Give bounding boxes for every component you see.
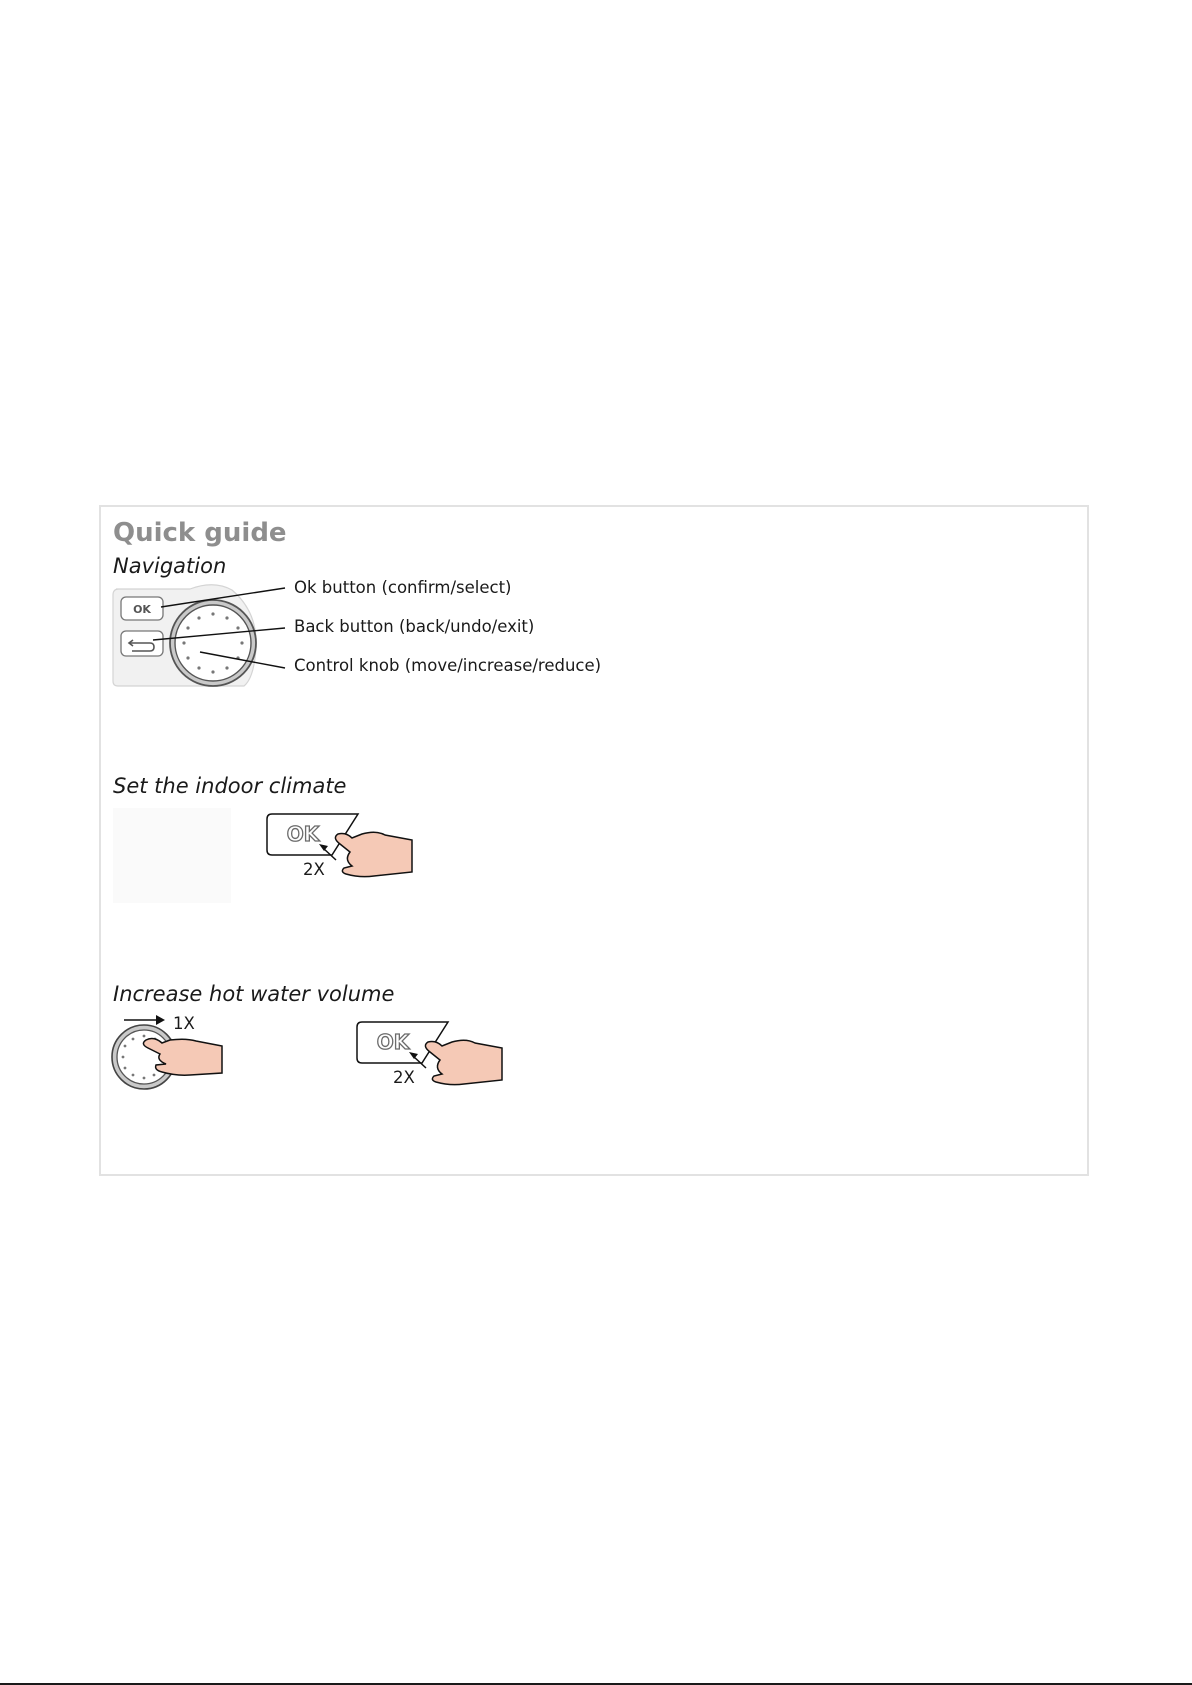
svg-text:OK: OK [286, 822, 320, 846]
turn-count-label: 1X [173, 1014, 195, 1033]
press-count-label: 2X [303, 860, 325, 879]
svg-text:OK: OK [376, 1030, 410, 1054]
svg-text:OK: OK [133, 603, 151, 616]
hot-water-heading: Increase hot water volume [113, 982, 395, 1006]
navigation-heading: Navigation [113, 554, 227, 578]
quick-guide-title: Quick guide [113, 518, 287, 548]
arrow-icon [124, 1015, 165, 1025]
press-count-label: 2X [393, 1068, 415, 1087]
indoor-climate-heading: Set the indoor climate [113, 774, 347, 798]
control-knob-callout: Control knob (move/increase/reduce) [294, 656, 602, 675]
back-button-callout: Back button (back/undo/exit) [294, 617, 535, 636]
pointing-hand-icon [425, 1040, 502, 1084]
ok-button-callout: Ok button (confirm/select) [294, 578, 512, 597]
